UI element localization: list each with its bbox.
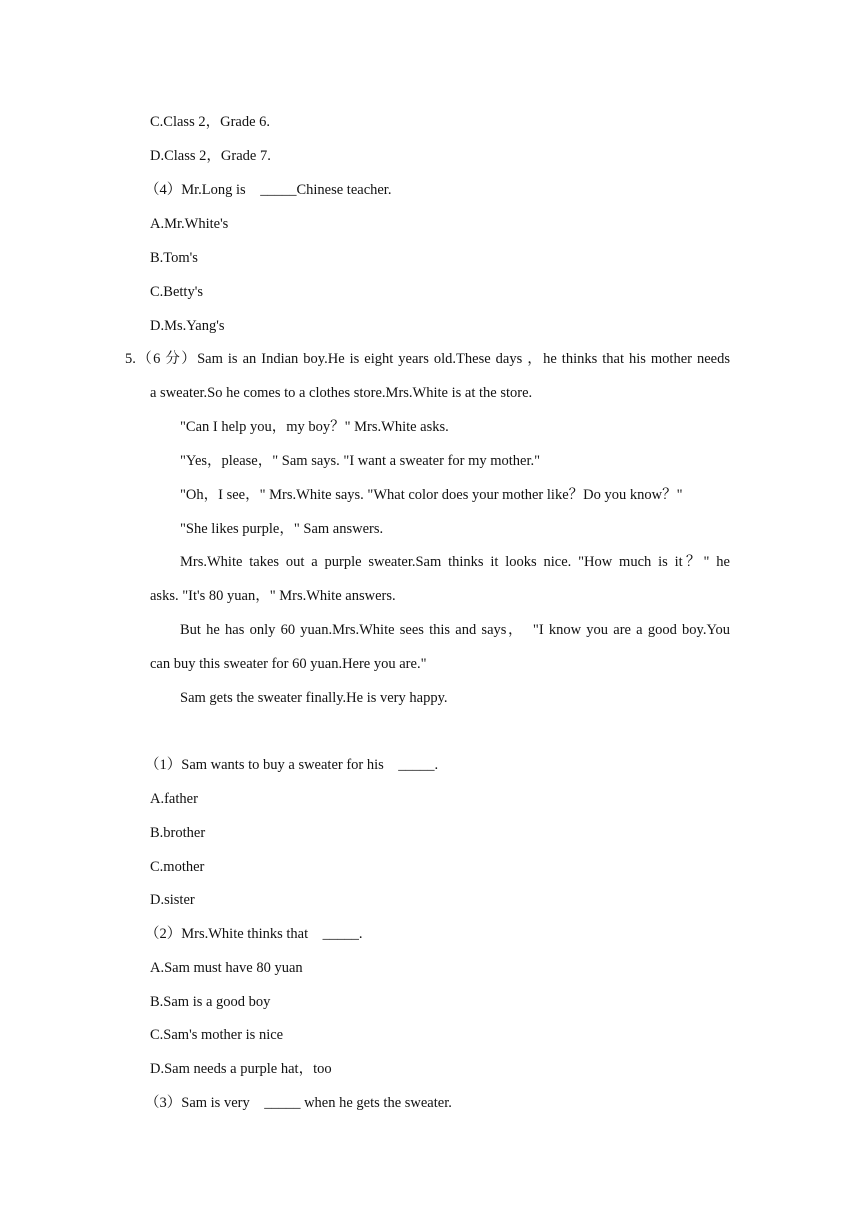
sub1-option-b: B.brother [150, 825, 206, 841]
dialogue-line-1: "Can I help you，my boy？" Mrs.White asks. [180, 419, 449, 435]
dialogue-line-4: "She likes purple，" Sam answers. [180, 521, 384, 537]
sub2-option-a: A.Sam must have 80 yuan [150, 960, 303, 976]
sub1-option-a: A.father [150, 791, 198, 807]
question-5-intro-line-2: a sweater.So he comes to a clothes store.Mrs.White is at the store. [150, 385, 533, 401]
option-c-prev: C.Class 2，Grade 6. [150, 114, 271, 130]
dialogue-line-3: "Oh，I see，" Mrs.White says. "What color does your mother like？Do you know？" [180, 487, 683, 503]
paragraph-4: Sam gets the sweater finally.He is very happy. [180, 690, 448, 706]
paragraph-3-line-1: But he has only 60 yuan.Mrs.White sees this and says， "I know you are a good boy.You [180, 622, 730, 638]
question-4-stem: （4）Mr.Long is _____Chinese teacher. [145, 182, 392, 198]
sub-question-3-stem: （3）Sam is very _____ when he gets the sweater. [145, 1095, 452, 1111]
sub2-option-b: B.Sam is a good boy [150, 994, 271, 1010]
sub1-option-d: D.sister [150, 892, 195, 908]
q4-option-d: D.Ms.Yang's [150, 318, 225, 334]
q4-option-b: B.Tom's [150, 250, 198, 266]
dialogue-line-2: "Yes，please，" Sam says. "I want a sweater for my mother." [180, 453, 541, 469]
sub-question-1-stem: （1）Sam wants to buy a sweater for his _____. [145, 757, 439, 773]
paragraph-3-line-2: can buy this sweater for 60 yuan.Here you are." [150, 656, 427, 672]
paragraph-2-line-1: Mrs.White takes out a purple sweater.Sam thinks it looks nice. "How much is it？" he [180, 554, 730, 570]
sub2-option-d: D.Sam needs a purple hat，too [150, 1061, 332, 1077]
sub2-option-c: C.Sam's mother is nice [150, 1027, 284, 1043]
sub-question-2-stem: （2）Mrs.White thinks that _____. [145, 926, 363, 942]
q4-option-c: C.Betty's [150, 284, 203, 300]
paragraph-2-line-2: asks. "It's 80 yuan，" Mrs.White answers. [150, 588, 396, 604]
option-d-prev: D.Class 2，Grade 7. [150, 148, 271, 164]
question-5-intro-line-1: 5.（6 分）Sam is an Indian boy.He is eight years old.These days ，he thinks that his mother needs [125, 351, 730, 367]
q4-option-a: A.Mr.White's [150, 216, 229, 232]
sub1-option-c: C.mother [150, 859, 205, 875]
